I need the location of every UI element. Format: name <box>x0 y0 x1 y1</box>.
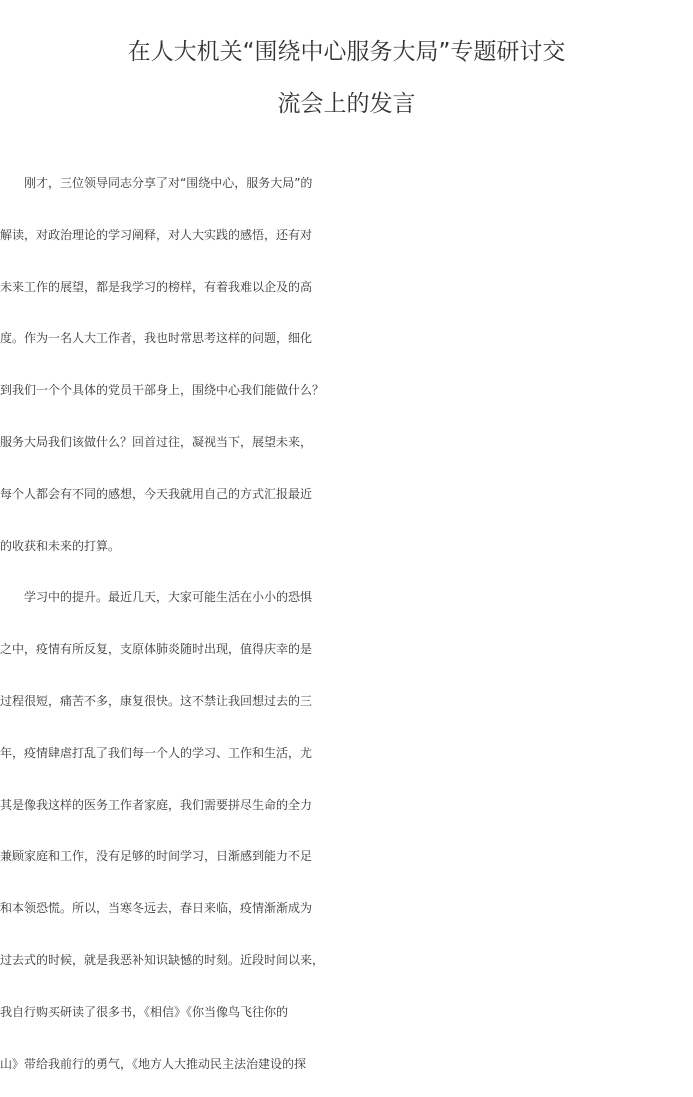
text-line: 未来工作的展望，都是我学习的榜样，有着我难以企及的高 <box>0 279 313 294</box>
text-line: 年，疫情肆虐打乱了我们每一个人的学习、工作和生活，尤 <box>0 745 313 760</box>
text-line: 过程很短，痛苦不多，康复很快。这不禁让我回想过去的三 <box>0 693 313 708</box>
text-line: 和本领恐慌。所以，当寒冬远去，春日来临，疫情渐渐成为 <box>0 901 313 916</box>
title-line-1: 在人大机关“围绕中心服务大局”专题研讨交 <box>127 39 566 65</box>
article-title <box>0 26 693 130</box>
text-line: 的收获和未来的打算。 <box>0 538 121 553</box>
text-line: 度。作为一名人大工作者，我也时常思考这样的问题，细化 <box>0 331 313 346</box>
article-body <box>0 158 693 1090</box>
text-line: 学习中的提升。最近几天，大家可能生活在小小的恐惧 <box>0 590 313 605</box>
text-line: 刚才，三位领导同志分享了对“围绕中心，服务大局”的 <box>0 176 313 190</box>
text-line: 其是像我这样的医务工作者家庭，我们需要拼尽生命的全力 <box>0 797 313 812</box>
text-line: 我自行购买研读了很多书，《相信》《你当像鸟飞往你的 <box>0 1004 289 1019</box>
text-line: 山》带给我前行的勇气，《地方人大推动民主法治建设的探 <box>0 1056 307 1071</box>
text-line: 每个人都会有不同的感想，今天我就用自己的方式汇报最近 <box>0 486 313 501</box>
title-line-2: 流会上的发言 <box>277 91 416 117</box>
text-line: 之中，疫情有所反复，支原体肺炎随时出现，值得庆幸的是 <box>0 642 313 657</box>
text-line: 过去式的时候，就是我恶补知识缺憾的时刻。近段时间以来， <box>0 952 325 967</box>
text-line: 到我们一个个具体的党员干部身上，围绕中心我们能做什么？ <box>0 383 325 398</box>
paragraph-1 <box>0 158 693 572</box>
text-line: 兼顾家庭和工作，没有足够的时间学习，日渐感到能力不足 <box>0 849 313 864</box>
text-line: 服务大局我们该做什么？回首过往，凝视当下，展望未来， <box>0 434 313 449</box>
text-line: 解读，对政治理论的学习阐释，对人大实践的感悟，还有对 <box>0 227 313 242</box>
paragraph-2 <box>0 572 693 1090</box>
